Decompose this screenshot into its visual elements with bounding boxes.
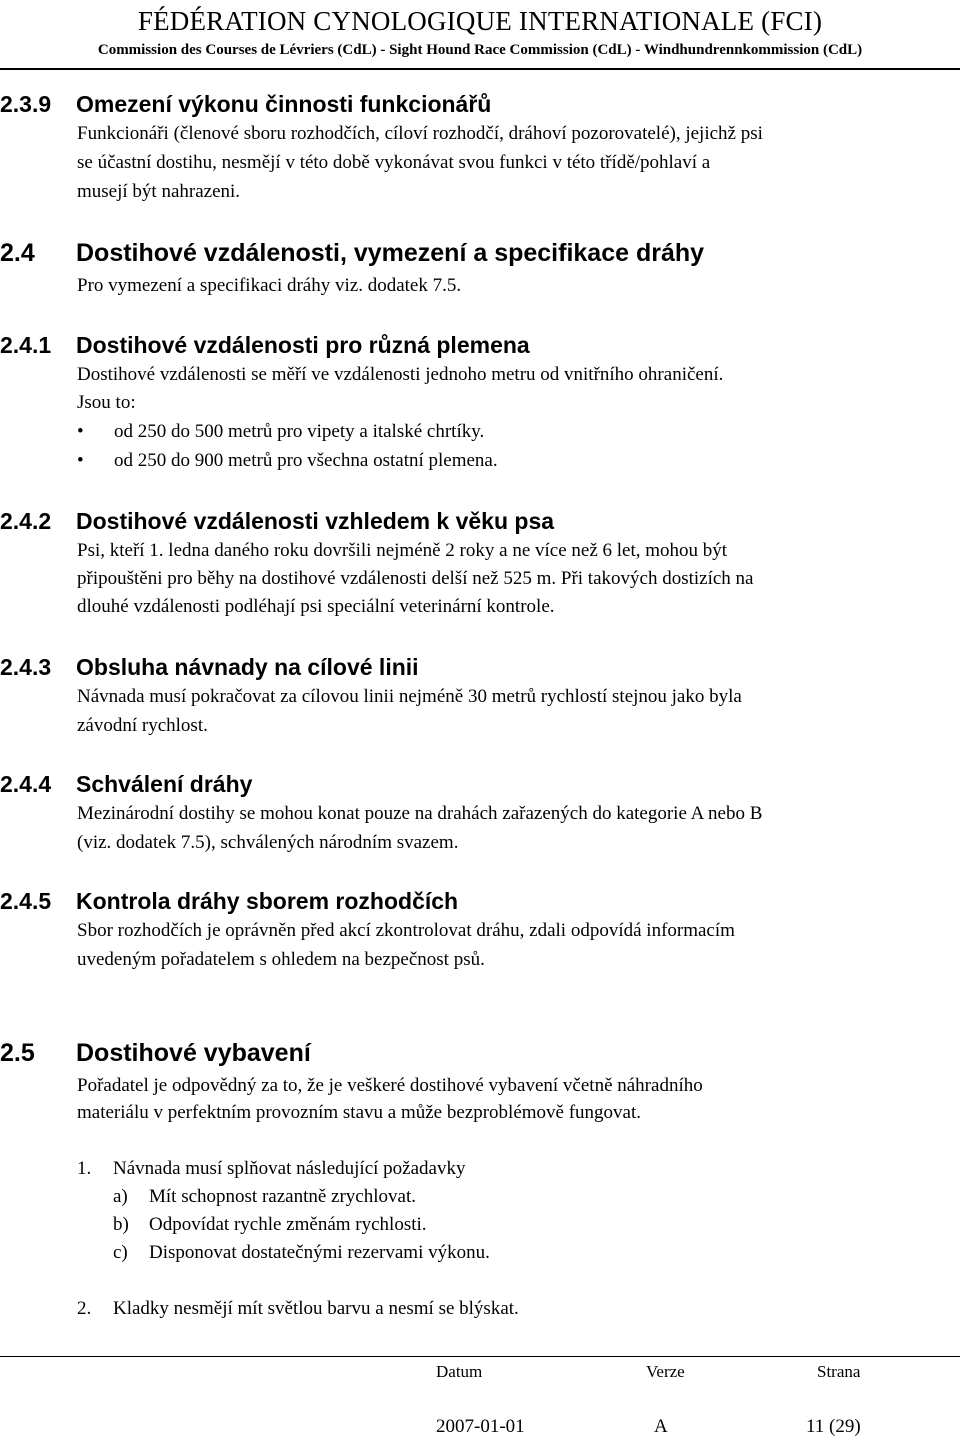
section-number: 2.4.1 [0,332,52,358]
section-2-5-heading [0,1039,311,1067]
section-title: Kontrola dráhy sborem rozhodčích [76,888,459,914]
item-text: Odpovídat rychle změnám rychlosti. [149,1214,427,1235]
section-title: Omezení výkonu činnosti funkcionářů [76,91,492,117]
footer-date-label: Datum [436,1362,483,1381]
footer-page-value: 11 (29) [806,1416,861,1437]
footer-version-value: A [654,1416,668,1437]
section-title: Obsluha návnady na cílové linii [76,654,419,680]
paragraph-line: musejí být nahrazeni. [77,181,241,202]
bullet-text: od 250 do 500 metrů pro vipety a italské chrtíky. [114,421,485,442]
bullet-dot-icon: • [77,450,84,471]
paragraph-line: Pořadatel je odpovědný za to, že je veškeré dostihové vybavení včetně náhradního [77,1075,703,1096]
footer-divider [0,1356,960,1357]
paragraph-line: Dostihové vzdálenosti se měří ve vzdálenosti jednoho metru od vnitřního ohraničení. [77,364,724,385]
section-number: 2.4.4 [0,771,52,797]
section-2-4-1-heading [0,331,530,359]
lettered-item [113,1239,490,1267]
item-text: Mít schopnost razantně zrychlovat. [149,1186,416,1207]
item-text: Kladky nesmějí mít světlou barvu a nesmí se blýskat. [113,1298,519,1319]
section-2-4-5-heading [0,887,458,915]
paragraph-line: Sbor rozhodčích je oprávněn před akcí zkontrolovat dráhu, zdali odpovídá informacím [77,920,735,941]
section-number: 2.4.5 [0,888,52,914]
paragraph-line: závodní rychlost. [77,715,208,736]
item-label: c) [113,1242,128,1263]
section-2-4-3-heading [0,653,419,681]
section-title: Dostihové vzdálenosti, vymezení a specifikace dráhy [76,239,705,267]
section-number: 2.5 [0,1039,35,1067]
paragraph-line: Pro vymezení a specifikaci dráhy viz. dodatek 7.5. [77,275,462,296]
section-2-4-4-heading [0,770,252,798]
paragraph-line: připouštěni pro běhy na dostihové vzdálenosti delší než 525 m. Při takových dostizích na [77,568,754,589]
section-2-3-9-heading [0,90,491,118]
paragraph-line: Funkcionáři (členové sboru rozhodčích, cíloví rozhodčí, dráhoví pozorovatelé), jejichž psi [77,123,763,144]
section-number: 2.3.9 [0,91,52,117]
section-title: Dostihové vybavení [76,1039,311,1067]
item-label: 1. [77,1158,92,1179]
paragraph-line: dlouhé vzdálenosti podléhají psi speciální veterinární kontrole. [77,596,555,617]
bullet-dot-icon: • [77,421,84,442]
item-label: 2. [77,1298,92,1319]
header-divider [0,68,960,70]
footer-page-label: Strana [817,1362,861,1381]
paragraph-line: Mezinárodní dostihy se mohou konat pouze na drahách zařazených do kategorie A nebo B [77,803,763,824]
lettered-item [113,1211,427,1239]
paragraph-line: Jsou to: [77,392,136,413]
paragraph-line: se účastní dostihu, nesmějí v této době vykonávat svou funkci v této třídě/pohlaví a [77,152,711,173]
organization-subtitle: Commission des Courses de Lévriers (CdL) - Sight Hound Race Commission (CdL) - Windhundrennkommission (CdL) [97,42,863,58]
section-title: Dostihové vzdálenosti vzhledem k věku psa [76,508,555,534]
section-2-4-2-heading [0,507,554,535]
section-number: 2.4.2 [0,508,52,534]
paragraph-line: (viz. dodatek 7.5), schválených národním svazem. [77,832,459,853]
paragraph-line: materiálu v perfektním provozním stavu a může bezproblémově fungovat. [77,1102,642,1123]
section-2-4-heading [0,239,704,267]
numbered-item [77,1155,465,1183]
section-title: Schválení dráhy [76,771,253,797]
lettered-item [113,1183,416,1211]
paragraph-line: uvedeným pořadatelem s ohledem na bezpečnost psů. [77,949,485,970]
paragraph-line: Psi, kteří 1. ledna daného roku dovršili nejméně 2 roky a ne více než 6 let, mohou být [77,540,728,561]
item-text: Disponovat dostatečnými rezervami výkonu. [149,1242,490,1263]
footer-date-value: 2007-01-01 [436,1416,525,1437]
organization-title: FÉDÉRATION CYNOLOGIQUE INTERNATIONALE (FCI) [137,6,823,36]
bullet-text: od 250 do 900 metrů pro všechna ostatní plemena. [114,450,498,471]
section-number: 2.4 [0,239,35,267]
item-text: Návnada musí splňovat následující požadavky [113,1158,466,1179]
section-title: Dostihové vzdálenosti pro různá plemena [76,332,530,358]
footer-version-label: Verze [646,1362,685,1381]
paragraph-line: Návnada musí pokračovat za cílovou linii nejméně 30 metrů rychlostí stejnou jako byla [77,686,742,707]
numbered-item [77,1295,519,1323]
item-label: b) [113,1214,129,1235]
section-number: 2.4.3 [0,654,52,680]
item-label: a) [113,1186,128,1207]
